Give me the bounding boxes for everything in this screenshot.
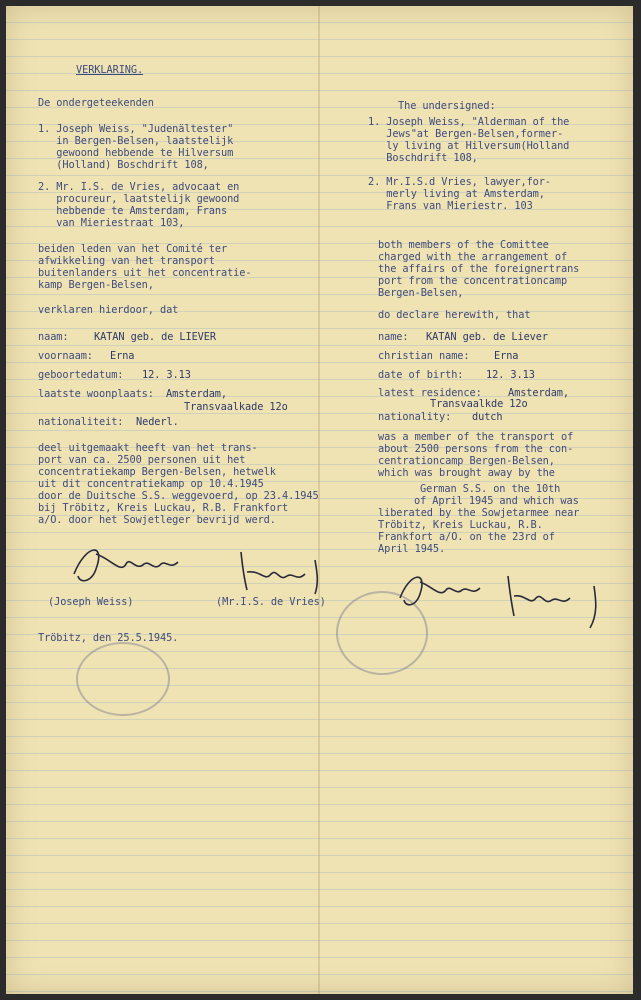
en-body-line2: about 2500 persons from the con- xyxy=(378,443,574,455)
nl-body-line5: door de Duitsche S.S. weggevoerd, op 23.4.1945 xyxy=(38,490,319,502)
nl-p2-line3: hebbende te Amsterdam, Frans xyxy=(38,205,228,217)
document-sheet xyxy=(6,6,633,994)
nl-nationality-value: Nederl. xyxy=(136,416,179,428)
en-body-line6: of April 1945 and which was xyxy=(414,495,579,507)
signature-devries-en xyxy=(498,566,618,636)
en-p2-line3: Frans van Mieriestr. 103 xyxy=(368,200,533,212)
signature-weiss-en xyxy=(394,564,494,614)
nl-residence-label: laatste woonplaats: xyxy=(38,388,154,400)
nl-nationality-label: nationaliteit: xyxy=(38,416,124,428)
en-birth-value: 12. 3.13 xyxy=(486,369,535,381)
nl-body-line4: uit dit concentratiekamp op 10.4.1945 xyxy=(38,478,264,490)
en-firstname-label: christian name: xyxy=(378,350,470,362)
nl-p2-line1: 2. Mr. I.S. de Vries, advocaat en xyxy=(38,181,240,193)
en-residence-label: latest residence: xyxy=(378,387,482,399)
en-nationality-label: nationality: xyxy=(378,411,452,423)
nl-p1-line1: 1. Joseph Weiss, "Judenältester" xyxy=(38,123,234,135)
en-body-line8: Tröbitz, Kreis Luckau, R.B. xyxy=(378,519,543,531)
nl-birth-label: geboortedatum: xyxy=(38,369,124,381)
en-p3-line2: charged with the arrangement of xyxy=(378,251,568,263)
nl-p3-line1: beiden leden van het Comité ter xyxy=(38,243,228,255)
place-date: Tröbitz, den 25.5.1945. xyxy=(38,632,179,644)
nl-p1-line3: gewoond hebbende te Hilversum xyxy=(38,147,234,159)
stamp-left xyxy=(76,642,170,716)
en-body-line1: was a member of the transport of xyxy=(378,431,574,443)
en-body-line9: Frankfort a/O. on the 23rd of xyxy=(378,531,555,543)
nl-body-line2: port van ca. 2500 personen uit het xyxy=(38,454,246,466)
en-birth-label: date of birth: xyxy=(378,369,464,381)
title: VERKLARING. xyxy=(76,64,144,76)
en-p3-line5: Bergen-Belsen, xyxy=(378,287,464,299)
en-body-line4: which was brought away by the xyxy=(378,467,555,479)
en-residence-value2: Transvaalkde 12o xyxy=(430,398,528,410)
en-body-line10: April 1945. xyxy=(378,543,446,555)
nl-p3-line4: kamp Bergen-Belsen, xyxy=(38,279,154,291)
signature-devries-nl xyxy=(231,542,331,597)
nl-p1-line4: (Holland) Boschdrift 108, xyxy=(38,159,209,171)
en-p3-line4: port from the concentrationcamp xyxy=(378,275,568,287)
nl-p1-line2: in Bergen-Belsen, laatstelijk xyxy=(38,135,234,147)
en-nationality-value: dutch xyxy=(472,411,503,423)
en-p3-line1: both members of the Comittee xyxy=(378,239,549,251)
nl-birth-value: 12. 3.13 xyxy=(142,369,191,381)
en-p1-line2: Jews"at Bergen-Belsen,former- xyxy=(368,128,564,140)
en-p3-line3: the affairs of the foreignertrans xyxy=(378,263,580,275)
en-p1-line3: ly living at Hilversum(Holland xyxy=(368,140,570,152)
nl-body-line3: concentratiekamp Bergen-Belsen, hetwelk xyxy=(38,466,276,478)
nl-firstname-label: voornaam: xyxy=(38,350,93,362)
nl-residence-value1: Amsterdam, xyxy=(166,388,227,400)
en-p1-line4: Boschdrift 108, xyxy=(368,152,478,164)
signature-weiss-nl xyxy=(66,534,186,594)
nl-name-value: KATAN geb. de LIEVER xyxy=(94,331,216,343)
en-body-line5: German S.S. on the 10th xyxy=(420,483,561,495)
en-declare: do declare herewith, that xyxy=(378,309,531,321)
nl-p3-line3: buitenlanders uit het concentratie- xyxy=(38,267,252,279)
nl-declare: verklaren hierdoor, dat xyxy=(38,304,179,316)
en-intro: The undersigned: xyxy=(398,100,496,112)
nl-p2-line4: van Mieriestraat 103, xyxy=(38,217,185,229)
nl-body-line1: deel uitgemaakt heeft van het trans- xyxy=(38,442,258,454)
nl-p3-line2: afwikkeling van het transport xyxy=(38,255,215,267)
en-name-label: name: xyxy=(378,331,409,343)
nl-firstname-value: Erna xyxy=(110,350,135,362)
en-body-line3: centrationcamp Bergen-Belsen, xyxy=(378,455,555,467)
en-residence-value1: Amsterdam, xyxy=(508,387,569,399)
en-p2-line2: merly living at Amsterdam, xyxy=(368,188,545,200)
en-body-line7: liberated by the Sowjetarmee near xyxy=(378,507,580,519)
en-p1-line1: 1. Joseph Weiss, "Alderman of the xyxy=(368,116,570,128)
en-firstname-value: Erna xyxy=(494,350,519,362)
nl-residence-value2: Transvaalkade 12o xyxy=(184,401,288,413)
nl-body-line7: a/O. door het Sowjetleger bevrijd werd. xyxy=(38,514,276,526)
sig2-name: (Mr.I.S. de Vries) xyxy=(216,596,326,608)
nl-name-label: naam: xyxy=(38,331,69,343)
en-p2-line1: 2. Mr.I.S.d Vries, lawyer,for- xyxy=(368,176,551,188)
nl-intro: De ondergeteekenden xyxy=(38,97,154,109)
en-name-value: KATAN geb. de Liever xyxy=(426,331,548,343)
sig1-name: (Joseph Weiss) xyxy=(48,596,134,608)
nl-body-line6: bij Tröbitz, Kreis Luckau, R.B. Frankfort xyxy=(38,502,289,514)
nl-p2-line2: procureur, laatstelijk gewoond xyxy=(38,193,240,205)
